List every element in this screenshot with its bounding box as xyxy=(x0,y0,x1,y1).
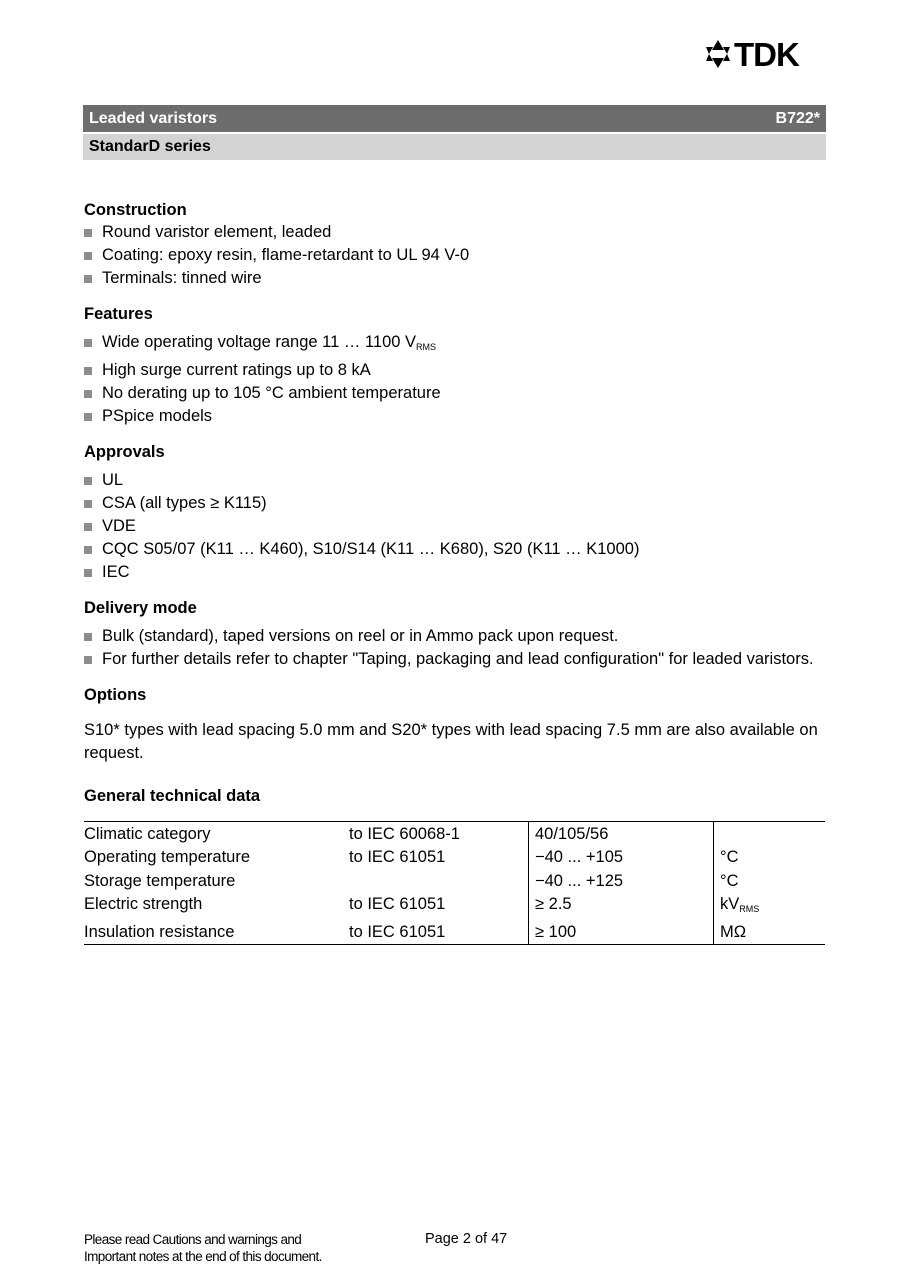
table-row xyxy=(84,822,825,847)
standard-cell: to IEC 61051 xyxy=(349,894,446,913)
page-number: Page 2 of 47 xyxy=(425,1231,508,1247)
features-heading: Features xyxy=(84,305,153,323)
list-item: No derating up to 105 °C ambient temperature xyxy=(84,382,826,405)
list-item: PSpice models xyxy=(84,405,826,428)
value-cell: 40/105/56 xyxy=(529,822,714,847)
param-cell: Electric strength xyxy=(84,894,203,913)
table-row xyxy=(84,921,825,945)
general-data-heading: General technical data xyxy=(84,787,261,805)
unit-cell xyxy=(714,921,826,945)
logo-text: TDK xyxy=(734,38,799,70)
product-title: Leaded varistors xyxy=(89,109,218,127)
footer-line-1: Please read Cautions and warnings and xyxy=(84,1232,302,1247)
param-cell: Insulation resistance xyxy=(84,921,349,945)
construction-heading: Construction xyxy=(84,201,187,219)
list-item: IEC xyxy=(84,561,826,584)
product-code: B722* xyxy=(775,109,820,127)
list-item: Bulk (standard), taped versions on reel or in Ammo pack upon request. xyxy=(84,625,826,648)
list-item xyxy=(84,331,826,359)
approvals-heading: Approvals xyxy=(84,443,165,461)
list-item: VDE xyxy=(84,515,826,538)
technical-data-table xyxy=(84,821,825,945)
options-text: S10* types with lead spacing 5.0 mm and S20* types with lead spacing 7.5 mm are also available on request. xyxy=(84,721,818,762)
unit-text: MΩ xyxy=(720,923,747,942)
value-cell: ≥ 100 xyxy=(529,921,714,945)
list-item: For further details refer to chapter "Taping, packaging and lead configuration" for leaded varistors. xyxy=(84,648,826,671)
list-item: CSA (all types ≥ K115) xyxy=(84,492,826,515)
tdk-logo-icon xyxy=(704,38,828,70)
list-item: Coating: epoxy resin, flame-retardant to UL 94 V-0 xyxy=(84,244,826,267)
series-bar xyxy=(83,134,826,160)
unit-subscript: RMS xyxy=(739,903,760,914)
voltage-range-text: Wide operating voltage range 11 … 1100 V xyxy=(102,333,417,351)
list-item: Round varistor element, leaded xyxy=(84,221,826,244)
document-header xyxy=(83,105,826,160)
list-item: UL xyxy=(84,469,826,492)
list-item: Terminals: tinned wire xyxy=(84,267,826,290)
tdk-logo xyxy=(704,38,828,70)
list-item: High surge current ratings up to 8 kA xyxy=(84,359,826,382)
param-cell: Operating temperature xyxy=(84,848,251,867)
standard-cell: to IEC 61051 xyxy=(349,921,529,945)
standard-cell: to IEC 60068-1 xyxy=(349,822,529,847)
value-cell: −40 ... +125 xyxy=(529,870,714,893)
standard-cell xyxy=(349,870,529,893)
options-heading: Options xyxy=(84,686,147,704)
value-cell: ≥ 2.5 xyxy=(529,893,714,921)
approvals-list xyxy=(84,469,826,584)
features-list xyxy=(84,331,826,428)
unit-text: kV xyxy=(720,894,740,913)
unit-text: °C xyxy=(720,871,739,890)
series-title: StandarD series xyxy=(89,138,211,155)
construction-list xyxy=(84,221,826,290)
value-cell: −40 ... +105 xyxy=(529,846,714,869)
param-cell: Climatic category xyxy=(84,822,349,847)
unit-cell xyxy=(714,822,826,847)
title-bar xyxy=(83,105,826,132)
standard-cell: to IEC 61051 xyxy=(349,848,446,867)
table-row xyxy=(84,893,825,921)
param-cell: Storage temperature xyxy=(84,871,236,890)
list-item: CQC S05/07 (K11 … K460), S10/S14 (K11 … K680), S20 (K11 … K1000) xyxy=(84,538,826,561)
unit-cell xyxy=(714,893,826,921)
unit-cell xyxy=(714,846,826,869)
unit-cell xyxy=(714,870,826,893)
delivery-list xyxy=(84,625,826,671)
rms-subscript: RMS xyxy=(416,342,437,352)
document-body xyxy=(84,199,826,945)
unit-text: °C xyxy=(720,848,739,867)
table-row xyxy=(84,870,825,893)
table-row xyxy=(84,846,825,869)
footer-note xyxy=(84,1231,322,1265)
delivery-heading: Delivery mode xyxy=(84,599,197,617)
footer-line-2: Important notes at the end of this document. xyxy=(84,1249,322,1264)
